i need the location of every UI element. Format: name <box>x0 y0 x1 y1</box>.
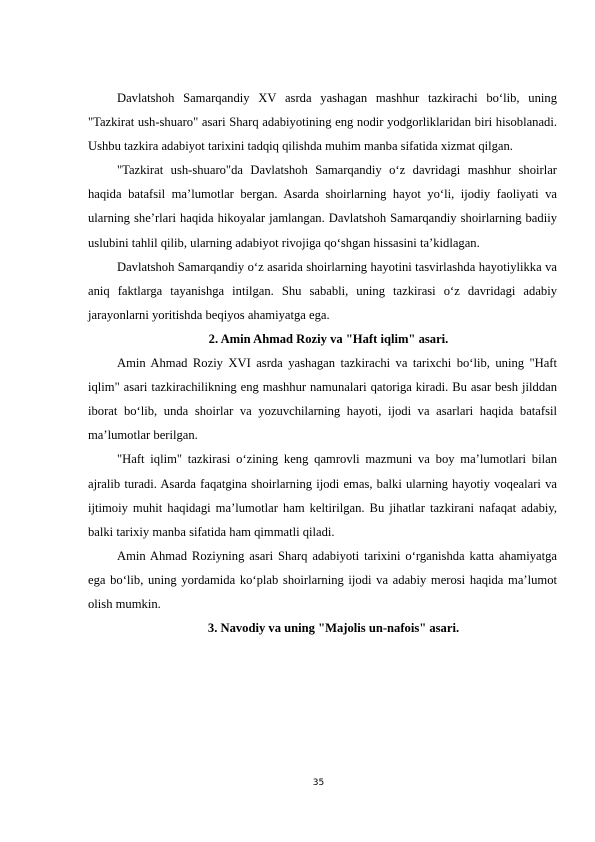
section-heading-haft-iqlim: 2. Amin Ahmad Roziy va "Haft iqlim" asari. <box>208 331 449 346</box>
paragraph-davlatshoh-method: Davlatshoh Samarqandiy o‘z asarida shoirlarning hayotini tasvirlashda hayotiylikka va aniq faktlarga tayanishga intilgan. Shu sababli, uning tazkirasi o‘z davridagi adabiy jarayonlarni yoritishda beqiyos ahamiyatga ega. <box>88 259 557 322</box>
document-body <box>88 86 557 640</box>
paragraph-davlatshoh-intro: Davlatshoh Samarqandiy XV asrda yashagan mashhur tazkirachi bo‘lib, uning "Tazkirat ush-shuaro" asari Sharq adabiyotining eng nodir yodgorliklaridan biri hisoblanadi. Ushbu tazkira adabiyot tarixini tadqiq qilishda muhim manba sifatida xizmat qilgan. <box>88 91 557 154</box>
paragraph-tazkirat-content: "Tazkirat ush-shuaro"da Davlatshoh Samarqandiy o‘z davridagi mashhur shoirlar haqida batafsil ma’lumotlar bergan. Asarda shoirlarning hayot yo‘li, ijodiy faoliyati va ularning she’rlari haqida hikoyalar jamlangan. Davlatshoh Samarqandiy shoirlarning badiiy uslubini tahlil qilib, ularning adabiyot rivojiga qo‘shgan hissasini ta’kidlagan. <box>88 163 557 250</box>
section-heading-majolis: 3. Navodiy va uning "Majolis un-nafois" asari. <box>207 621 460 636</box>
paragraph-amin-roziy-intro: Amin Ahmad Roziy XVI asrda yashagan tazkirachi va tarixchi bo‘lib, uning "Haft iqlim" asari tazkirachilikning eng mashhur namunalari qatoriga kiradi. Bu asar besh jilddan iborat bo‘lib, unda shoirlar va yozuvchilarning hayoti, ijodi va asarlari haqida batafsil ma’lumotlar berilgan. <box>88 356 557 443</box>
page-number: 35 <box>312 778 325 788</box>
paragraph-amin-roziy-significance: Amin Ahmad Roziyning asari Sharq adabiyoti tarixini o‘rganishda katta ahamiyatga ega bo‘lib, uning yordamida ko‘plab shoirlarning ijodi va adabiy merosi haqida ma’lumot olish mumkin. <box>88 548 557 611</box>
paragraph-haft-iqlim-content: "Haft iqlim" tazkirasi o‘zining keng qamrovli mazmuni va boy ma’lumotlari bilan ajralib turadi. Asarda faqatgina shoirlarning ijodi emas, balki ularning hayotiy voqealari va ijtimoiy muhit haqidagi ma’lumotlar ham keltirilgan. Bu jihatlar tazkirani nafaqat adabiy, balki tarixiy manba sifatida ham qimmatli qiladi. <box>88 452 557 539</box>
